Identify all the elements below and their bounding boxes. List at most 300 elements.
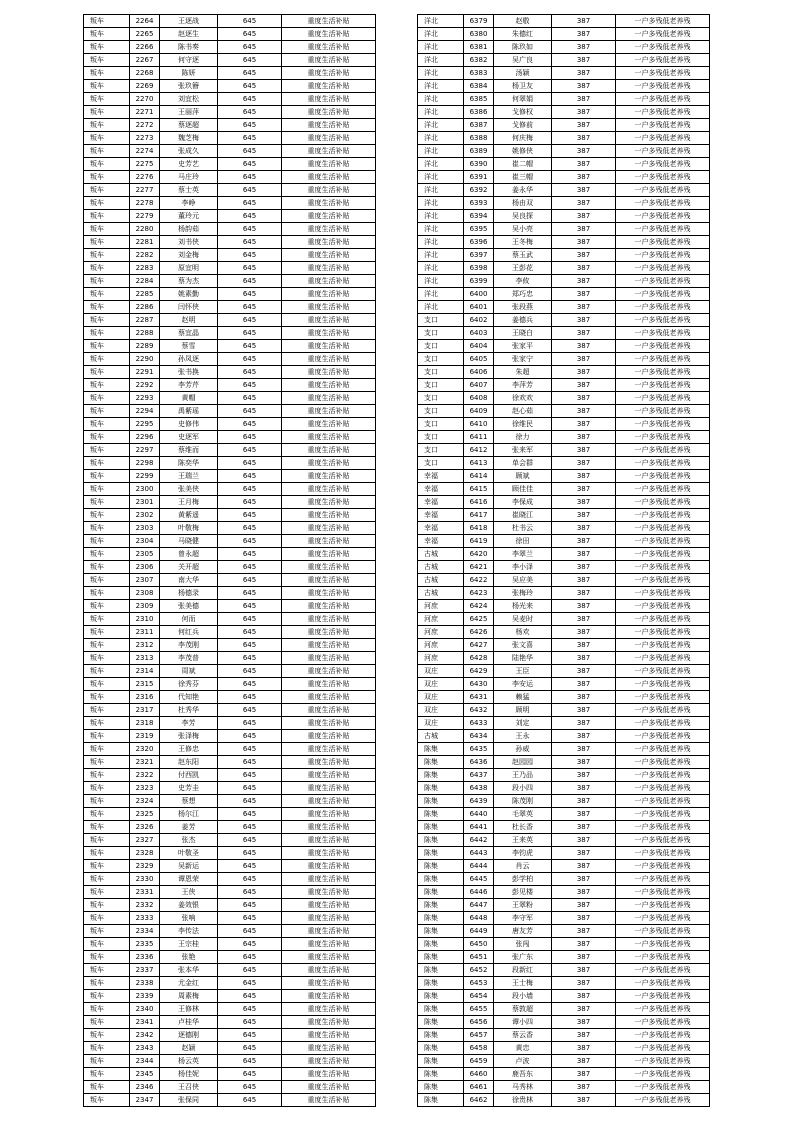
- township-cell: 叛车: [84, 210, 130, 223]
- township-cell: 叛车: [84, 652, 130, 665]
- township-cell: 叛车: [84, 678, 130, 691]
- township-cell: 陈集: [418, 938, 464, 951]
- amount-cell: 645: [218, 1055, 282, 1068]
- name-cell: 董玲元: [160, 210, 218, 223]
- subsidy-type-cell: 一户多残低老养残: [616, 964, 710, 977]
- amount-cell: 645: [218, 834, 282, 847]
- subsidy-type-cell: 一户多残低老养残: [616, 717, 710, 730]
- amount-cell: 387: [552, 340, 616, 353]
- table-row: [84, 704, 376, 717]
- table-row: [418, 873, 710, 886]
- name-cell: 郑巧忠: [494, 288, 552, 301]
- amount-cell: 645: [218, 171, 282, 184]
- table-row: [418, 236, 710, 249]
- name-cell: 杜秀华: [160, 704, 218, 717]
- amount-cell: 645: [218, 327, 282, 340]
- table-row: [84, 1042, 376, 1055]
- name-cell: 赵园园: [494, 756, 552, 769]
- table-row: [418, 678, 710, 691]
- table-row: [418, 574, 710, 587]
- township-cell: 叛车: [84, 860, 130, 873]
- serial-number-cell: 6462: [464, 1094, 494, 1107]
- serial-number-cell: 6397: [464, 249, 494, 262]
- subsidy-type-cell: 一户多残低老养残: [616, 405, 710, 418]
- name-cell: 顾斌: [494, 470, 552, 483]
- name-cell: 顾佳佳: [494, 483, 552, 496]
- table-row: [418, 977, 710, 990]
- table-row: [418, 1081, 710, 1094]
- amount-cell: 645: [218, 509, 282, 522]
- township-cell: 叛车: [84, 691, 130, 704]
- amount-cell: 387: [552, 990, 616, 1003]
- amount-cell: 645: [218, 67, 282, 80]
- subsidy-type-cell: 重度生活补贴: [282, 327, 376, 340]
- table-row: [418, 1068, 710, 1081]
- name-cell: 张来军: [494, 444, 552, 457]
- township-cell: 叛车: [84, 574, 130, 587]
- table-row: [418, 249, 710, 262]
- amount-cell: 645: [218, 15, 282, 28]
- amount-cell: 645: [218, 145, 282, 158]
- name-cell: 姜德兵: [494, 314, 552, 327]
- table-row: [84, 418, 376, 431]
- serial-number-cell: 2330: [130, 873, 160, 886]
- serial-number-cell: 2332: [130, 899, 160, 912]
- amount-cell: 387: [552, 145, 616, 158]
- name-cell: 谭小四: [494, 1016, 552, 1029]
- serial-number-cell: 6379: [464, 15, 494, 28]
- amount-cell: 645: [218, 522, 282, 535]
- name-cell: 李萍芳: [494, 379, 552, 392]
- serial-number-cell: 2270: [130, 93, 160, 106]
- name-cell: 赵敬: [494, 15, 552, 28]
- table-row: [84, 977, 376, 990]
- amount-cell: 387: [552, 548, 616, 561]
- serial-number-cell: 6386: [464, 106, 494, 119]
- township-cell: 叛车: [84, 886, 130, 899]
- table-row: [84, 678, 376, 691]
- name-cell: 吴新运: [160, 860, 218, 873]
- serial-number-cell: 6444: [464, 860, 494, 873]
- serial-number-cell: 2290: [130, 353, 160, 366]
- amount-cell: 645: [218, 106, 282, 119]
- serial-number-cell: 6387: [464, 119, 494, 132]
- amount-cell: 645: [218, 964, 282, 977]
- township-cell: 叛车: [84, 587, 130, 600]
- serial-number-cell: 2311: [130, 626, 160, 639]
- township-cell: 陈集: [418, 990, 464, 1003]
- serial-number-cell: 6434: [464, 730, 494, 743]
- serial-number-cell: 2293: [130, 392, 160, 405]
- name-cell: 杜书云: [494, 522, 552, 535]
- subsidy-type-cell: 重度生活补贴: [282, 379, 376, 392]
- subsidy-type-cell: 重度生活补贴: [282, 587, 376, 600]
- table-row: [84, 587, 376, 600]
- serial-number-cell: 6420: [464, 548, 494, 561]
- township-cell: 叛车: [84, 223, 130, 236]
- name-cell: 张本华: [160, 964, 218, 977]
- subsidy-type-cell: 一户多残低老养残: [616, 1016, 710, 1029]
- amount-cell: 387: [552, 730, 616, 743]
- table-row: [84, 1003, 376, 1016]
- township-cell: 叛车: [84, 184, 130, 197]
- township-cell: 洋北: [418, 275, 464, 288]
- name-cell: 杜长香: [494, 821, 552, 834]
- name-cell: 蔡宜晶: [160, 327, 218, 340]
- amount-cell: 387: [552, 899, 616, 912]
- name-cell: 徐力: [494, 431, 552, 444]
- table-row: [84, 561, 376, 574]
- serial-number-cell: 2266: [130, 41, 160, 54]
- township-cell: 叛车: [84, 1003, 130, 1016]
- amount-cell: 387: [552, 197, 616, 210]
- serial-number-cell: 6437: [464, 769, 494, 782]
- subsidy-type-cell: 一户多残低老养残: [616, 977, 710, 990]
- amount-cell: 387: [552, 977, 616, 990]
- name-cell: 王修忠: [160, 743, 218, 756]
- subsidy-type-cell: 重度生活补贴: [282, 886, 376, 899]
- table-row: [418, 717, 710, 730]
- serial-number-cell: 2341: [130, 1016, 160, 1029]
- serial-number-cell: 2296: [130, 431, 160, 444]
- table-row: [84, 730, 376, 743]
- amount-cell: 387: [552, 1016, 616, 1029]
- subsidy-type-cell: 重度生活补贴: [282, 600, 376, 613]
- serial-number-cell: 6389: [464, 145, 494, 158]
- serial-number-cell: 2312: [130, 639, 160, 652]
- name-cell: 李茂普: [160, 652, 218, 665]
- amount-cell: 387: [552, 184, 616, 197]
- serial-number-cell: 6381: [464, 41, 494, 54]
- township-cell: 叛车: [84, 80, 130, 93]
- table-row: [84, 197, 376, 210]
- serial-number-cell: 2335: [130, 938, 160, 951]
- amount-cell: 645: [218, 431, 282, 444]
- table-row: [418, 288, 710, 301]
- amount-cell: 387: [552, 691, 616, 704]
- serial-number-cell: 2264: [130, 15, 160, 28]
- subsidy-type-cell: 一户多残低老养残: [616, 496, 710, 509]
- amount-cell: 645: [218, 405, 282, 418]
- name-cell: 王乃品: [494, 769, 552, 782]
- serial-number-cell: 6457: [464, 1029, 494, 1042]
- amount-cell: 645: [218, 756, 282, 769]
- name-cell: 王冬梅: [494, 236, 552, 249]
- name-cell: 李保成: [494, 496, 552, 509]
- name-cell: 李翠兰: [494, 548, 552, 561]
- serial-number-cell: 2276: [130, 171, 160, 184]
- name-cell: 朱超: [494, 366, 552, 379]
- name-cell: 李安运: [494, 678, 552, 691]
- township-cell: 叛车: [84, 756, 130, 769]
- table-row: [84, 327, 376, 340]
- serial-number-cell: 6442: [464, 834, 494, 847]
- amount-cell: 387: [552, 509, 616, 522]
- serial-number-cell: 2298: [130, 457, 160, 470]
- subsidy-type-cell: 一户多残低老养残: [616, 249, 710, 262]
- table-row: [84, 522, 376, 535]
- subsidy-type-cell: 一户多残低老养残: [616, 379, 710, 392]
- subsidy-type-cell: 一户多残低老养残: [616, 704, 710, 717]
- township-cell: 叛车: [84, 275, 130, 288]
- table-row: [84, 886, 376, 899]
- table-row: [84, 431, 376, 444]
- table-row: [418, 834, 710, 847]
- subsidy-type-cell: 重度生活补贴: [282, 977, 376, 990]
- serial-number-cell: 6396: [464, 236, 494, 249]
- name-cell: 魏芝梅: [160, 132, 218, 145]
- amount-cell: 387: [552, 756, 616, 769]
- table-row: [84, 392, 376, 405]
- township-cell: 叛车: [84, 1081, 130, 1094]
- amount-cell: 387: [552, 106, 616, 119]
- township-cell: 叛车: [84, 171, 130, 184]
- serial-number-cell: 6425: [464, 613, 494, 626]
- name-cell: 张艳: [160, 951, 218, 964]
- subsidy-type-cell: 一户多残低老养残: [616, 639, 710, 652]
- subsidy-type-cell: 重度生活补贴: [282, 171, 376, 184]
- subsidy-type-cell: 重度生活补贴: [282, 665, 376, 678]
- subsidy-type-cell: 一户多残低老养残: [616, 314, 710, 327]
- township-cell: 叛车: [84, 327, 130, 340]
- table-row: [84, 600, 376, 613]
- serial-number-cell: 6403: [464, 327, 494, 340]
- subsidy-type-cell: 一户多残低老养残: [616, 28, 710, 41]
- township-cell: 洋北: [418, 301, 464, 314]
- subsidy-type-cell: 一户多残低老养残: [616, 873, 710, 886]
- name-cell: 何而: [160, 613, 218, 626]
- table-row: [84, 1055, 376, 1068]
- township-cell: 陈集: [418, 886, 464, 899]
- table-row: [84, 15, 376, 28]
- table-row: [418, 93, 710, 106]
- name-cell: 张梅玲: [494, 587, 552, 600]
- amount-cell: 387: [552, 431, 616, 444]
- name-cell: 戈修前: [494, 119, 552, 132]
- subsidy-type-cell: 重度生活补贴: [282, 28, 376, 41]
- serial-number-cell: 2278: [130, 197, 160, 210]
- table-row: [84, 93, 376, 106]
- table-row: [84, 756, 376, 769]
- name-cell: 姜永华: [494, 184, 552, 197]
- subsidy-type-cell: 一户多残低老养残: [616, 483, 710, 496]
- subsidy-type-cell: 一户多残低老养残: [616, 1042, 710, 1055]
- serial-number-cell: 6388: [464, 132, 494, 145]
- amount-cell: 645: [218, 366, 282, 379]
- township-cell: 叛车: [84, 145, 130, 158]
- amount-cell: 387: [552, 1003, 616, 1016]
- amount-cell: 645: [218, 977, 282, 990]
- table-row: [418, 1016, 710, 1029]
- township-cell: 陈集: [418, 1055, 464, 1068]
- subsidy-type-cell: 重度生活补贴: [282, 353, 376, 366]
- amount-cell: 645: [218, 1003, 282, 1016]
- township-cell: 叛车: [84, 743, 130, 756]
- amount-cell: 645: [218, 990, 282, 1003]
- serial-number-cell: 2329: [130, 860, 160, 873]
- name-cell: 何庆梅: [494, 132, 552, 145]
- left-subsidy-table: [83, 14, 376, 1107]
- township-cell: 古城: [418, 587, 464, 600]
- township-cell: 河庶: [418, 613, 464, 626]
- name-cell: 谭恩荣: [160, 873, 218, 886]
- name-cell: 杨光来: [494, 600, 552, 613]
- table-row: [84, 1068, 376, 1081]
- subsidy-type-cell: 重度生活补贴: [282, 119, 376, 132]
- table-row: [418, 223, 710, 236]
- subsidy-type-cell: 重度生活补贴: [282, 522, 376, 535]
- amount-cell: 387: [552, 964, 616, 977]
- serial-number-cell: 2281: [130, 236, 160, 249]
- serial-number-cell: 2288: [130, 327, 160, 340]
- table-row: [418, 964, 710, 977]
- name-cell: 段小墙: [494, 990, 552, 1003]
- serial-number-cell: 6438: [464, 782, 494, 795]
- subsidy-type-cell: 一户多残低老养残: [616, 808, 710, 821]
- name-cell: 陈奕华: [160, 457, 218, 470]
- subsidy-type-cell: 重度生活补贴: [282, 626, 376, 639]
- name-cell: 姜芳: [160, 821, 218, 834]
- amount-cell: 387: [552, 15, 616, 28]
- amount-cell: 387: [552, 938, 616, 951]
- name-cell: 蔡想: [160, 795, 218, 808]
- township-cell: 叛车: [84, 353, 130, 366]
- subsidy-type-cell: 重度生活补贴: [282, 418, 376, 431]
- name-cell: 付西凯: [160, 769, 218, 782]
- name-cell: 杨佳妮: [160, 1068, 218, 1081]
- table-row: [84, 964, 376, 977]
- table-row: [84, 366, 376, 379]
- table-row: [84, 1081, 376, 1094]
- name-cell: 赵心茹: [494, 405, 552, 418]
- township-cell: 洋北: [418, 184, 464, 197]
- amount-cell: 387: [552, 522, 616, 535]
- township-cell: 陈集: [418, 899, 464, 912]
- serial-number-cell: 2327: [130, 834, 160, 847]
- serial-number-cell: 6412: [464, 444, 494, 457]
- name-cell: 王士梅: [494, 977, 552, 990]
- subsidy-type-cell: 一户多残低老养残: [616, 197, 710, 210]
- serial-number-cell: 6428: [464, 652, 494, 665]
- subsidy-type-cell: 重度生活补贴: [282, 795, 376, 808]
- amount-cell: 387: [552, 1068, 616, 1081]
- name-cell: 逐德刚: [160, 1029, 218, 1042]
- township-cell: 陈集: [418, 756, 464, 769]
- subsidy-type-cell: 重度生活补贴: [282, 249, 376, 262]
- name-cell: 关开超: [160, 561, 218, 574]
- township-cell: 洋北: [418, 54, 464, 67]
- table-row: [418, 600, 710, 613]
- name-cell: 禹紫瑶: [160, 405, 218, 418]
- name-cell: 彭见楼: [494, 886, 552, 899]
- serial-number-cell: 2273: [130, 132, 160, 145]
- township-cell: 叛车: [84, 28, 130, 41]
- amount-cell: 387: [552, 860, 616, 873]
- township-cell: 陈集: [418, 743, 464, 756]
- township-cell: 陈集: [418, 925, 464, 938]
- table-row: [418, 886, 710, 899]
- amount-cell: 387: [552, 392, 616, 405]
- amount-cell: 387: [552, 379, 616, 392]
- township-cell: 叛车: [84, 808, 130, 821]
- name-cell: 顾明: [494, 704, 552, 717]
- serial-number-cell: 2269: [130, 80, 160, 93]
- table-row: [418, 366, 710, 379]
- name-cell: 崔三帽: [494, 171, 552, 184]
- subsidy-type-cell: 一户多残低老养残: [616, 912, 710, 925]
- subsidy-type-cell: 一户多残低老养残: [616, 301, 710, 314]
- township-cell: 陈集: [418, 860, 464, 873]
- table-row: [418, 730, 710, 743]
- table-row: [418, 1042, 710, 1055]
- table-row: [418, 1055, 710, 1068]
- serial-number-cell: 2286: [130, 301, 160, 314]
- serial-number-cell: 2340: [130, 1003, 160, 1016]
- serial-number-cell: 2272: [130, 119, 160, 132]
- serial-number-cell: 2297: [130, 444, 160, 457]
- serial-number-cell: 6382: [464, 54, 494, 67]
- serial-number-cell: 2301: [130, 496, 160, 509]
- name-cell: 王召侠: [160, 1081, 218, 1094]
- subsidy-type-cell: 重度生活补贴: [282, 223, 376, 236]
- amount-cell: 387: [552, 54, 616, 67]
- township-cell: 支口: [418, 379, 464, 392]
- township-cell: 洋北: [418, 262, 464, 275]
- name-cell: 段小四: [494, 782, 552, 795]
- amount-cell: 645: [218, 1042, 282, 1055]
- table-row: [418, 756, 710, 769]
- township-cell: 陈集: [418, 1081, 464, 1094]
- table-row: [84, 444, 376, 457]
- subsidy-type-cell: 一户多残低老养残: [616, 899, 710, 912]
- subsidy-type-cell: 重度生活补贴: [282, 743, 376, 756]
- amount-cell: 387: [552, 1055, 616, 1068]
- table-row: [418, 158, 710, 171]
- township-cell: 叛车: [84, 457, 130, 470]
- name-cell: 赵逐生: [160, 28, 218, 41]
- table-row: [84, 483, 376, 496]
- subsidy-type-cell: 重度生活补贴: [282, 717, 376, 730]
- subsidy-type-cell: 一户多残低老养残: [616, 587, 710, 600]
- amount-cell: 387: [552, 262, 616, 275]
- township-cell: 洋北: [418, 119, 464, 132]
- subsidy-type-cell: 一户多残低老养残: [616, 756, 710, 769]
- amount-cell: 645: [218, 769, 282, 782]
- name-cell: 杨欢: [494, 626, 552, 639]
- name-cell: 赵明: [160, 314, 218, 327]
- table-row: [418, 743, 710, 756]
- township-cell: 叛车: [84, 392, 130, 405]
- table-row: [84, 535, 376, 548]
- amount-cell: 645: [218, 626, 282, 639]
- name-cell: 叶敬梅: [160, 522, 218, 535]
- township-cell: 幸福: [418, 483, 464, 496]
- amount-cell: 645: [218, 951, 282, 964]
- name-cell: 毛翠英: [494, 808, 552, 821]
- township-cell: 叛车: [84, 1094, 130, 1107]
- serial-number-cell: 6417: [464, 509, 494, 522]
- amount-cell: 387: [552, 678, 616, 691]
- serial-number-cell: 2310: [130, 613, 160, 626]
- amount-cell: 645: [218, 743, 282, 756]
- serial-number-cell: 2291: [130, 366, 160, 379]
- name-cell: 南大华: [160, 574, 218, 587]
- serial-number-cell: 2287: [130, 314, 160, 327]
- name-cell: 朱德红: [494, 28, 552, 41]
- subsidy-type-cell: 重度生活补贴: [282, 262, 376, 275]
- subsidy-type-cell: 重度生活补贴: [282, 1068, 376, 1081]
- serial-number-cell: 6452: [464, 964, 494, 977]
